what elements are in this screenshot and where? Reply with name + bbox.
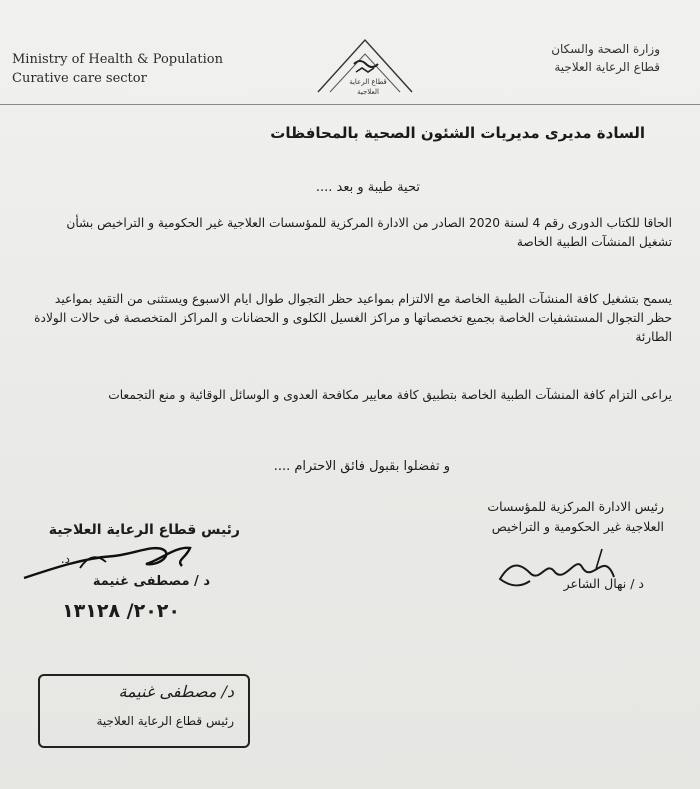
signatory-title-line1: رئيس الادارة المركزية للمؤسسات xyxy=(487,499,664,514)
ministry-name-ar: وزارة الصحة والسكان xyxy=(551,42,660,56)
logo-pyramid-icon xyxy=(310,30,420,110)
logo-text-line1: قطاع الرعاية xyxy=(349,78,387,86)
signature-block-left xyxy=(30,522,240,622)
signatory-prefix: د. xyxy=(60,552,70,566)
paragraph-2: يسمح بتشغيل كافة المنشآت الطبية الخاصة مع الالتزام بمواعيد حظر التجوال طوال ايام الاسبوع ويستثنى من التقيد بمواعيد حظر التجوال المستشفيات الخاصة بجميع تخصصاتها و مراكز الغسيل الكلوى و الحضانات و المراكز المتخصصة فى حالات الولادة الطارئة xyxy=(34,292,672,344)
header-arabic xyxy=(460,40,660,76)
sector-name-en: Curative care sector xyxy=(12,71,147,86)
paragraph-1: الحاقا للكتاب الدورى رقم 4 لسنة 2020 الصادر من الادارة المركزية للمؤسسات العلاجية غير الحكومية و التراخيص بشأن تشغيل المنشآت الطبية الخاصة xyxy=(66,216,672,249)
signatory-title-line2: العلاجية غير الحكومية و التراخيص xyxy=(491,519,664,534)
closing-line: و تفضلوا بقبول فائق الاحترام .... xyxy=(273,459,450,474)
greeting-line: تحية طيبة و بعد .... xyxy=(315,180,420,195)
header-english xyxy=(12,50,223,88)
signatory-name-right: د / نهال الشاعر xyxy=(563,576,644,591)
logo-text-line2: العلاجية xyxy=(357,88,379,96)
sector-name-ar: قطاع الرعاية العلاجية xyxy=(554,60,660,74)
signature-block-right xyxy=(424,497,664,591)
signatory-title-left: رئيس قطاع الرعاية العلاجية xyxy=(48,522,240,538)
ministry-name-en: Ministry of Health & Population xyxy=(12,52,223,67)
header-divider xyxy=(0,104,700,105)
ministry-logo-icon xyxy=(310,30,420,110)
addressee-line: السادة مديرى مديريات الشئون الصحية بالمحافظات xyxy=(270,124,645,142)
stamp-name: د/ مصطفى غنيمة xyxy=(118,682,234,701)
paragraph-3: يراعى التزام كافة المنشآت الطبية الخاصة بتطبيق كافة معايير مكافحة العدوى و الوسائل الوقائية و منع التجمعات xyxy=(108,388,672,402)
signatory-name-left: د / مصطفى غنيمة xyxy=(92,574,210,589)
stamp-title: رئيس قطاع الرعاية العلاجية xyxy=(96,714,234,728)
official-stamp xyxy=(38,674,250,748)
logo-caption xyxy=(338,77,398,97)
letter-reference-number: ٢٠٢٠/ ١٣١٢٨ xyxy=(62,600,180,622)
